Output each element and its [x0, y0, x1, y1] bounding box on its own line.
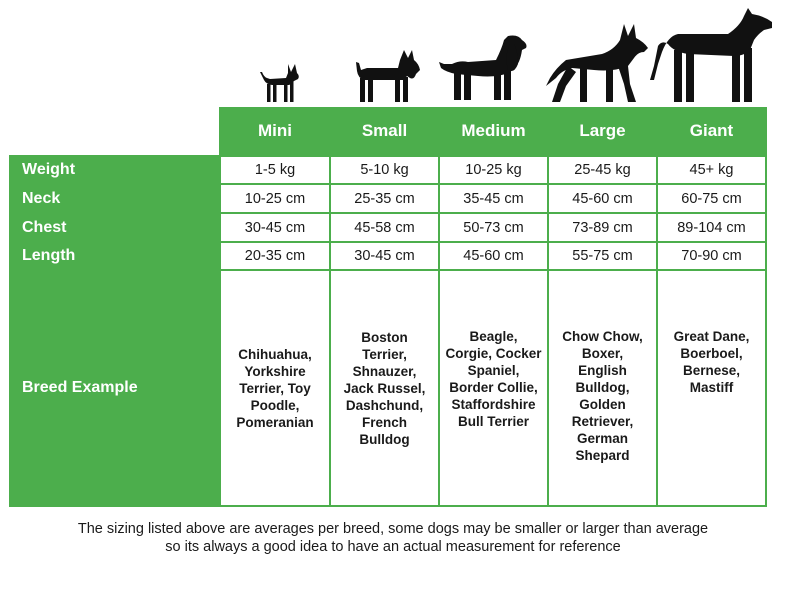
spaniel-silhouette-icon — [438, 34, 530, 104]
breed-example-mini — [220, 270, 330, 506]
breed-line: Bulldog — [359, 431, 410, 447]
breed-line: Great Dane, — [673, 329, 750, 344]
table-cell-weight-medium: 10-25 kg — [465, 162, 522, 178]
breed-line: Jack Russel, — [343, 380, 426, 396]
column-header-large: Large — [579, 121, 626, 140]
breed-line: Corgie, Cocker — [445, 346, 542, 361]
breed-line: Bull Terrier — [457, 414, 530, 429]
breed-example-medium — [439, 270, 548, 506]
breed-line: Border Collie, — [449, 380, 538, 395]
table-cell-length-giant: 70-90 cm — [681, 248, 742, 264]
breed-line: Terrier, Toy — [239, 380, 311, 396]
footnote-line-1: The sizing listed above are averages per breed, some dogs may be smaller or larger than average — [77, 521, 709, 537]
breed-line: Chow Chow, — [562, 329, 643, 344]
breed-line: Poodle, — [250, 397, 300, 413]
table-cell-neck-large: 45-60 cm — [572, 190, 633, 207]
table-cell-weight-mini: 1-5 kg — [254, 162, 296, 178]
breed-line: Beagle, — [469, 329, 518, 344]
breed-example-small — [330, 270, 439, 506]
row-label-chest: Chest — [22, 218, 67, 236]
breed-line: Chihuahua, — [238, 346, 312, 362]
row-label-neck: Neck — [22, 189, 61, 207]
breed-line: Dashchund, — [345, 397, 424, 413]
row-label-length: Length — [22, 247, 76, 264]
breed-line: Boston — [361, 329, 408, 345]
breed-line: Shepard — [575, 448, 630, 463]
breed-line: French — [361, 414, 407, 430]
footnote — [0, 520, 786, 556]
table-cell-chest-giant: 89-104 cm — [677, 219, 746, 236]
breed-line: Staffordshire — [451, 397, 536, 412]
breed-list — [236, 346, 313, 431]
schnauzer-silhouette-icon — [352, 46, 422, 104]
breed-line: Mastiff — [689, 380, 734, 395]
breed-line: Boerboel, — [680, 346, 743, 361]
table-cell-chest-small: 45-58 cm — [354, 219, 415, 236]
shepherd-silhouette-icon — [544, 22, 650, 104]
breed-list — [445, 328, 541, 430]
breed-line: Pomeranian — [236, 414, 314, 430]
breed-line: Boxer, — [581, 346, 624, 361]
chihuahua-silhouette-icon — [258, 60, 306, 106]
breed-line: German — [576, 431, 629, 446]
breed-line: English — [578, 363, 627, 378]
breed-line: Bulldog, — [575, 380, 630, 395]
table-cell-length-medium: 45-60 cm — [463, 248, 524, 264]
table-cell-chest-mini: 30-45 cm — [244, 219, 306, 236]
table-cell-weight-large: 25-45 kg — [574, 162, 631, 178]
breed-line: Retriever, — [571, 414, 634, 429]
breed-list — [674, 328, 750, 396]
table-cell-weight-giant: 45+ kg — [689, 162, 734, 178]
column-header-medium: Medium — [461, 121, 526, 140]
great-dane-silhouette-icon — [648, 6, 776, 104]
breed-example-large — [548, 270, 657, 506]
table-cell-chest-medium: 50-73 cm — [463, 219, 524, 236]
breed-list — [562, 328, 643, 464]
footnote-line-2: so its always a good idea to have an actual measurement for reference — [165, 539, 621, 555]
row-label-breed-example: Breed Example — [22, 379, 138, 396]
breed-list — [344, 329, 426, 448]
table-cell-chest-large: 73-89 cm — [572, 219, 633, 236]
breed-line: Shnauzer, — [352, 363, 417, 379]
row-label-weight: Weight — [22, 161, 76, 178]
table-cell-neck-giant: 60-75 cm — [681, 190, 742, 207]
table-cell-length-mini: 20-35 cm — [244, 248, 306, 264]
breed-line: Golden — [579, 397, 626, 412]
table-cell-weight-small: 5-10 kg — [360, 162, 409, 178]
table-cell-length-large: 55-75 cm — [572, 248, 633, 264]
column-header-mini: Mini — [258, 121, 292, 140]
column-header-small: Small — [361, 121, 408, 140]
column-header-giant: Giant — [689, 121, 734, 140]
breed-example-giant — [657, 270, 766, 506]
table-cell-neck-mini: 10-25 cm — [244, 190, 306, 207]
breed-line: Bernese, — [682, 363, 741, 378]
table-cell-neck-small: 25-35 cm — [354, 190, 415, 207]
breed-line: Terrier, — [362, 346, 407, 362]
breed-line: Spaniel, — [467, 363, 520, 378]
breed-line: Yorkshire — [244, 363, 306, 379]
table-cell-length-small: 30-45 cm — [354, 248, 415, 264]
table-cell-neck-medium: 35-45 cm — [463, 190, 524, 207]
